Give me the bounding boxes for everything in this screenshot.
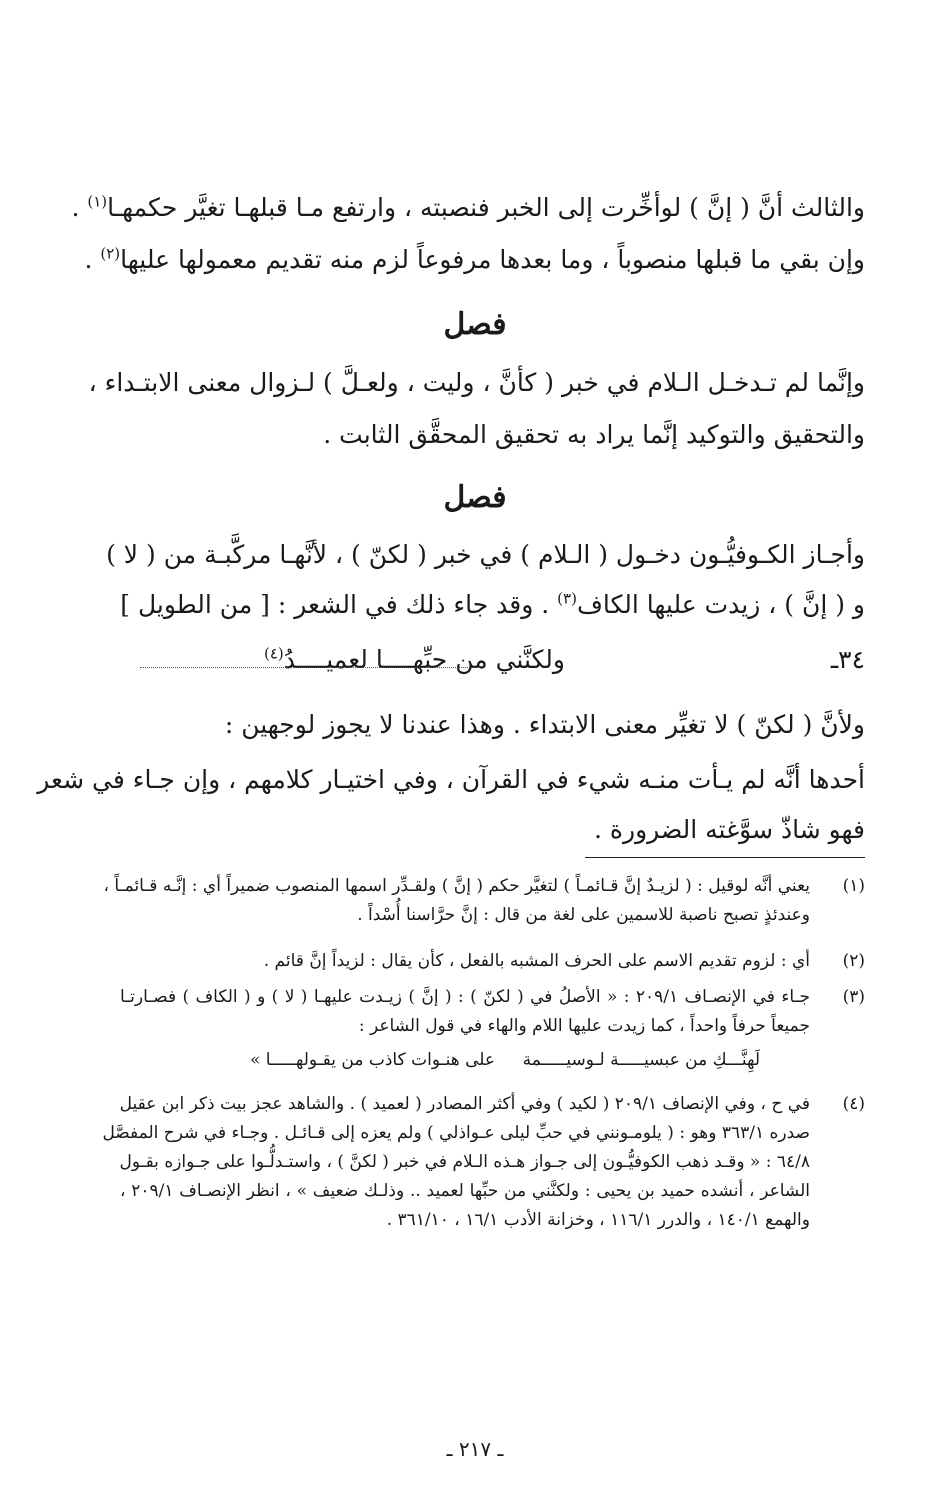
paragraph-3-line-2 [120,589,865,620]
paragraph-5-line-2: فهو شاذّ سوَّغته الضرورة . [594,815,865,844]
text: وإن بقي ما قبلها منصوباً ، وما بعدها مرفوعاً لزم منه تقديم معمولها عليها [120,245,865,274]
footnote-line: جـاء في الإنصـاف ٢٠٩/١ : « الأصلُ في ( لكنّ ) : ( إنَّ ) زيـدت عليهـا ( لا ) و ( الكاف ) فصـارتـا [120,987,810,1007]
footnote-line: ٦٤/٨ : « وقـد ذهب الكوفيُّـون إلى جـواز هـذه الـلام في خبر ( لكنَّ ) ، واستـدلُّـوا على جـوازه بقـول [119,1152,810,1172]
footnote-line: يعني أنَّه لوقيل : ( لزيـدٌ إنَّ قـائمـاً ) لتغيَّر حكم ( إنَّ ) ولقـدِّر اسمها المنصوب ضميراً أي : إنَّـه قـائمـاً ، [103,876,810,896]
section-heading-1: فصل [443,307,507,342]
verse-number: ٣٤ـ [830,645,865,674]
footnote-number: (٤) [842,1094,865,1114]
footnote-line: في ح ، وفي الإنصاف ٢٠٩/١ ( لكيد ) وفي أكثر المصادر ( لعميد ) . والشاهد عجز بيت ذكر ابن عقيل [119,1094,810,1114]
text: و ( إنَّ ) ، زيدت عليها الكاف [576,590,865,619]
verse-34 [140,645,865,681]
paragraph-5-line-1: أحدها أنَّه لم يـأت منـه شيء في القرآن ، وفي اختيـار كلامهم ، وإن جـاء في شعر [37,765,865,794]
footnote-2 [120,947,865,976]
footnote-4 [102,1090,865,1235]
paragraph-2-line-2: والتحقيق والتوكيد إنَّما يراد به تحقيق المحقَّق الثابت . [323,420,865,449]
footnote-line: جميعاً حرفاً واحداً ، كما زيدت عليها اللام والهاء في قول الشاعر : [358,1016,810,1036]
poem-second-hemistich: على هنـوات كاذب من يقـولهـــــا » [250,1050,496,1070]
footnote-ref-4[interactable]: (٤) [264,644,284,663]
footnote-number: (٣) [842,987,865,1007]
text: والثالث أنَّ ( إنَّ ) لوأخِّرت إلى الخبر فنصبته ، وارتفع مـا قبلهـا تغيَّر حكمهـا [107,193,865,222]
footnote-3-poem [250,1050,760,1080]
paragraph-2-line-1: وإنَّما لم تـدخـل الـلام في خبر ( كأنَّ ، وليت ، ولعـلَّ ) لـزوال معنى الابتـداء ، [88,368,865,397]
paragraph-1-line-1 [71,192,865,223]
footnote-number: (١) [842,876,865,896]
footnote-line: وعندئذٍ تصبح ناصبة للاسمين على لغة من قال : إنَّ حرَّاسنا أُسْداً . [357,905,810,925]
footnote-separator [585,857,865,858]
footnote-number: (٢) [842,951,865,971]
verse-hemistich: ولكنَّني من حبِّهــــا لعميــــدُ [283,645,565,674]
footnote-line: أي : لزوم تقديم الاسم على الحرف المشبه بالفعل ، كأن يقال : لزيداً إنَّ قائم . [263,951,810,971]
verse-dotted-line [140,667,480,668]
punctuation: . [84,245,101,274]
paragraph-1-line-2 [84,244,865,275]
footnote-1 [103,872,865,930]
footnote-line: والهمع ١٤٠/١ ، والدرر ١١٦/١ ، وخزانة الأدب ١٦/١ ، ٣٦١/١٠ . [386,1210,810,1230]
verse-text [264,645,565,674]
section-heading-2: فصل [443,480,507,515]
text: . وقد جاء ذلك في الشعر : [ من الطويل ] [120,590,558,619]
paragraph-4-line-1: ولأنَّ ( لكنّ ) لا تغيِّر معنى الابتداء . وهذا عندنا لا يجوز لوجهين : [224,710,865,739]
paragraph-3-line-1: وأجـاز الكـوفيُّـون دخـول ( الـلام ) في خبر ( لكنّ ) ، لأنَّهـا مركَّبـة من ( لا ) [106,540,865,569]
footnote-line: الشاعر ، أنشده حميد بن يحيى : ولكنَّني من حبِّها لعميد .. وذلـك ضعيف » ، انظر الإنصـاف ٢٠٩/١ ، [120,1181,810,1201]
footnote-ref-3[interactable]: (٣) [557,589,577,608]
page-number: ـ ٢١٧ ـ [446,1437,504,1461]
footnote-ref-1[interactable]: (١) [87,192,108,211]
footnote-3 [120,983,865,1041]
punctuation: . [71,193,88,222]
footnote-line: صدره ٣٦٣/١ وهو : ( يلومـونني في حبِّ ليلى عـواذلي ) ولم يعزه إلى قـائـل . وجـاء في شرح المفصَّل [102,1123,810,1143]
footnote-ref-2[interactable]: (٢) [100,244,121,263]
poem-first-hemistich: لَهِنَّـــكِ من عبسيـــــة لـوسيـــــمة [522,1050,760,1070]
